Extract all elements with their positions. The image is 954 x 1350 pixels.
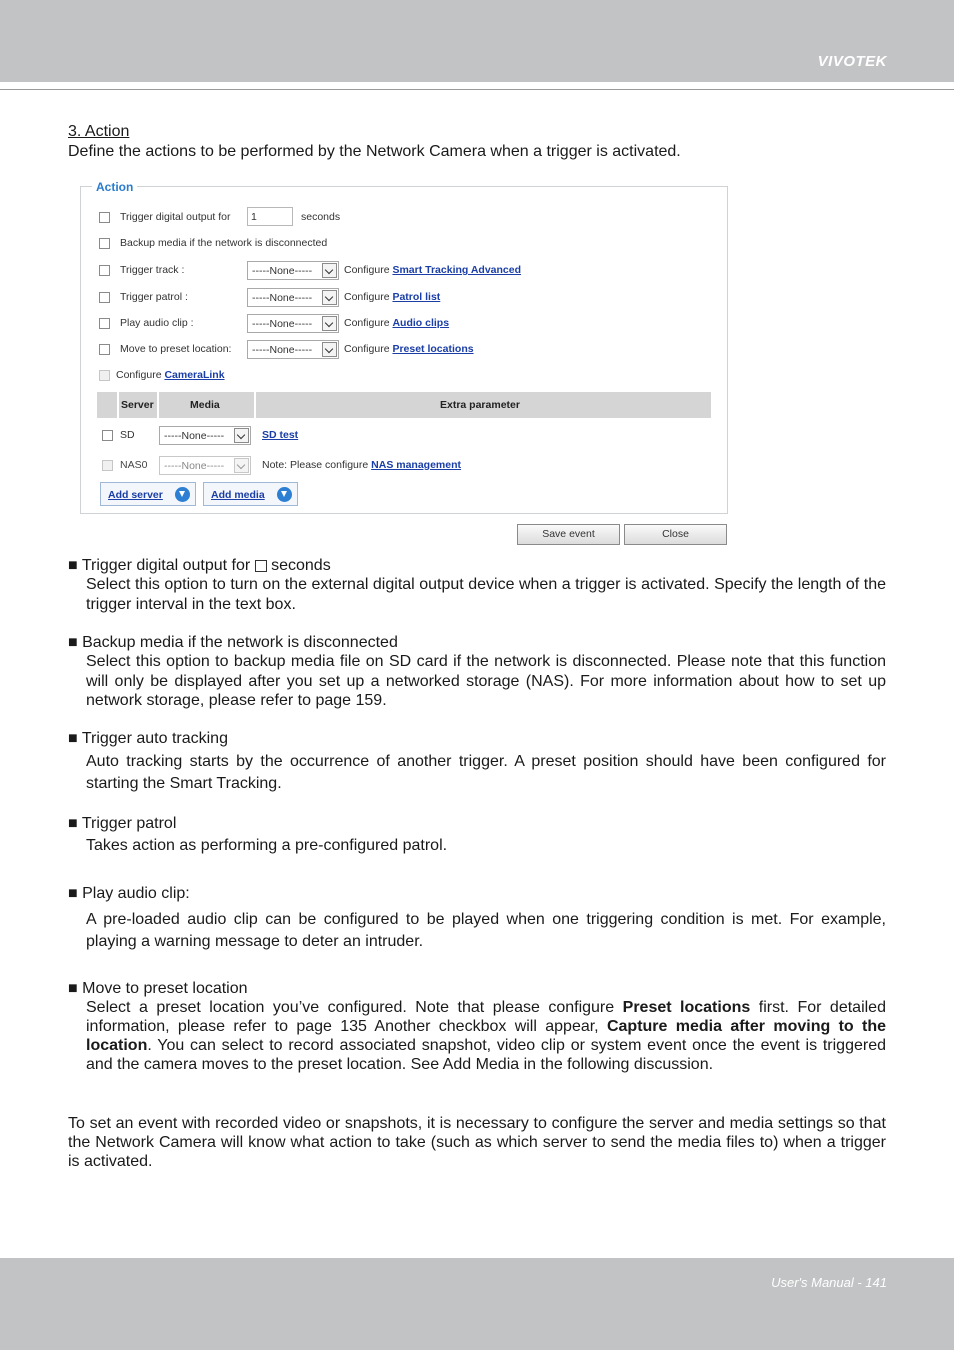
page-number: User's Manual - 141 xyxy=(771,1275,887,1290)
closing-paragraph: To set an event with recorded video or snapshots, it is necessary to configure the server and media settings so that the Network Camera will know what action to take (such as which server to send the media files to) when a trigger is activated. xyxy=(68,1115,886,1170)
s2-body: Select this option to backup media file on SD card if the network is disconnected. Please note that this function will only be displayed after you set up a networked storage (NAS). For more information about how to set up network storage, please refer to page 159. xyxy=(86,653,886,709)
nas-name: NAS0 xyxy=(120,459,148,471)
configure-text: Configure xyxy=(344,343,390,355)
s6-body xyxy=(86,998,886,1074)
table-header-blank xyxy=(97,392,117,418)
chevron-down-icon xyxy=(234,428,249,443)
trigger-patrol-label: Trigger patrol : xyxy=(120,291,188,303)
trigger-track-select[interactable] xyxy=(247,261,339,280)
configure-text: Configure xyxy=(344,291,390,303)
nas-management-link[interactable]: NAS management xyxy=(371,459,462,471)
checkbox-icon xyxy=(255,560,267,572)
trigger-track-checkbox[interactable] xyxy=(99,265,110,276)
page-header xyxy=(0,0,954,82)
add-media-button[interactable] xyxy=(203,482,298,506)
s3-title: ■ Trigger auto tracking xyxy=(68,730,228,747)
sd-media-select[interactable] xyxy=(159,426,251,445)
brand-name: VIVOTEK xyxy=(817,53,887,70)
select-value: -----None----- xyxy=(252,292,313,304)
header-divider xyxy=(0,89,954,90)
sd-checkbox[interactable] xyxy=(102,430,113,441)
action-settings-panel xyxy=(68,178,732,550)
play-audio-checkbox[interactable] xyxy=(99,318,110,329)
nas-checkbox[interactable] xyxy=(102,460,113,471)
s6-text-1: Select a preset location you’ve configured. Note that please configure xyxy=(86,999,623,1016)
preset-location-checkbox[interactable] xyxy=(99,344,110,355)
header-extra: Extra parameter xyxy=(440,399,520,411)
save-event-button[interactable]: Save event xyxy=(517,524,620,545)
chevron-down-circle-icon xyxy=(175,487,190,502)
select-value: -----None----- xyxy=(252,318,313,330)
seconds-unit: seconds xyxy=(301,211,341,223)
smart-tracking-link[interactable]: Smart Tracking Advanced xyxy=(392,264,522,276)
close-button[interactable]: Close xyxy=(624,524,727,545)
trigger-patrol-select[interactable] xyxy=(247,288,339,307)
intro-text: Define the actions to be performed by the Network Camera when a trigger is activated. xyxy=(68,143,681,160)
add-server-button[interactable] xyxy=(100,482,196,506)
preset-location-label: Move to preset location: xyxy=(120,343,232,355)
s5-title: ■ Play audio clip: xyxy=(68,885,190,902)
s1-body: Select this option to turn on the external digital output device when a trigger is activated. Specify the length of the trigger interval in the text box. xyxy=(86,576,886,613)
s4-title: ■ Trigger patrol xyxy=(68,815,177,832)
s6-bold-preset: Preset locations xyxy=(622,999,751,1016)
preset-configure xyxy=(344,343,474,355)
audio-configure xyxy=(344,317,449,329)
sd-test xyxy=(262,429,298,441)
patrol-configure xyxy=(344,291,440,303)
chevron-down-icon xyxy=(322,316,337,331)
page-footer xyxy=(0,1258,954,1350)
s6-bold-capture: Capture media after moving to the location xyxy=(86,1018,887,1054)
action-legend: Action xyxy=(92,180,137,194)
cameralink-link[interactable]: CameraLink xyxy=(164,369,225,381)
table-header-server xyxy=(119,392,157,418)
trigger-do-checkbox[interactable] xyxy=(99,212,110,223)
trigger-track-label: Trigger track : xyxy=(120,264,185,276)
track-configure xyxy=(344,264,521,276)
s1-title-post: seconds xyxy=(271,557,331,574)
s6-title: ■ Move to preset location xyxy=(68,980,248,997)
header-media: Media xyxy=(190,399,220,411)
table-header-media xyxy=(159,392,254,418)
backup-media-checkbox[interactable] xyxy=(99,238,110,249)
s1-title xyxy=(68,556,331,576)
trigger-do-label: Trigger digital output for xyxy=(120,211,231,223)
trigger-do-seconds-input[interactable]: 1 xyxy=(247,207,293,226)
chevron-down-icon xyxy=(322,263,337,278)
configure-text: Configure xyxy=(116,369,162,381)
audio-clips-link[interactable]: Audio clips xyxy=(392,317,450,329)
nas-media-select[interactable] xyxy=(159,456,251,475)
play-audio-select[interactable] xyxy=(247,314,339,333)
section-heading: 3. Action xyxy=(68,123,130,140)
backup-media-label: Backup media if the network is disconnected xyxy=(120,237,328,249)
select-value: -----None----- xyxy=(252,265,313,277)
s5-body: A pre-loaded audio clip can be configured to be played when one triggering condition is met. For example, playing a warning message to deter an intruder. xyxy=(86,911,886,950)
s6-text-3: . You can select to record associated snapshot, video clip or system event once the event is triggered and the camera moves to the preset location. See Add Media in the following discussion. xyxy=(86,1037,886,1073)
cameralink-checkbox[interactable] xyxy=(99,370,110,381)
play-audio-label: Play audio clip : xyxy=(120,317,194,329)
table-header-extra xyxy=(256,392,711,418)
sd-name: SD xyxy=(120,429,135,441)
add-media-label: Add media xyxy=(211,489,265,501)
cameralink-configure xyxy=(116,369,225,381)
s4-body: Takes action as performing a pre-configured patrol. xyxy=(86,837,448,854)
select-value: -----None----- xyxy=(164,460,225,472)
select-value: -----None----- xyxy=(252,344,313,356)
configure-text: Configure xyxy=(344,264,390,276)
preset-locations-link[interactable]: Preset locations xyxy=(392,343,474,355)
s2-title: ■ Backup media if the network is disconnected xyxy=(68,634,398,651)
s1-title-pre: ■ Trigger digital output for xyxy=(68,557,251,574)
nas-note xyxy=(262,459,461,471)
trigger-patrol-checkbox[interactable] xyxy=(99,292,110,303)
nas-note-text: Note: Please configure xyxy=(262,459,369,471)
select-value: -----None----- xyxy=(164,430,225,442)
add-server-label: Add server xyxy=(108,489,163,501)
chevron-down-icon xyxy=(234,458,249,473)
chevron-down-icon xyxy=(322,342,337,357)
sd-test-link[interactable]: SD test xyxy=(262,429,299,441)
chevron-down-icon xyxy=(322,290,337,305)
preset-location-select[interactable] xyxy=(247,340,339,359)
header-server: Server xyxy=(121,399,154,411)
patrol-list-link[interactable]: Patrol list xyxy=(392,291,441,303)
s6-text-2: first. For detailed information, please refer to page 135 Another checkbox will appear, xyxy=(86,999,886,1035)
chevron-down-circle-icon xyxy=(277,487,292,502)
s3-body: Auto tracking starts by the occurrence of another trigger. A preset position should have been configured for starting the Smart Tracking. xyxy=(86,753,886,792)
configure-text: Configure xyxy=(344,317,390,329)
